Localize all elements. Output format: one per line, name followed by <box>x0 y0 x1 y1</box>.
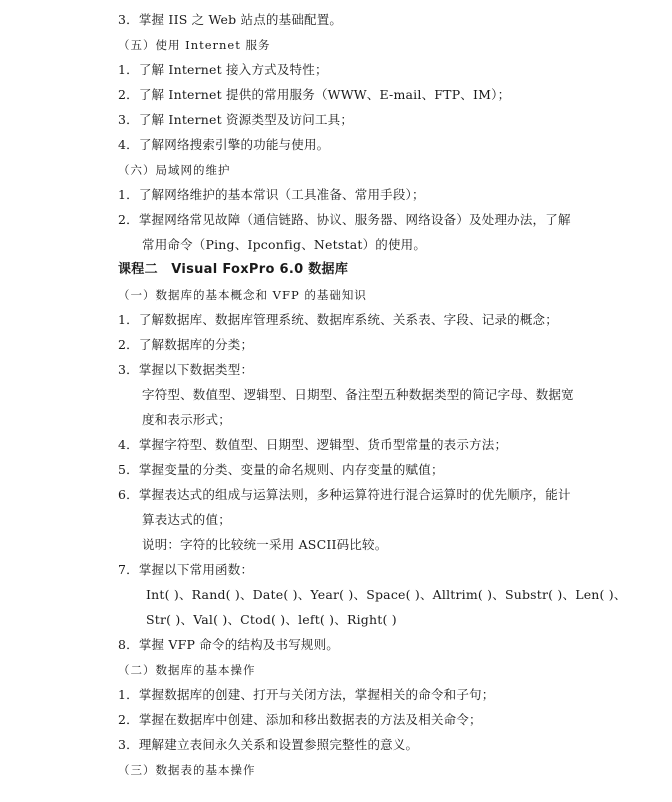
list-item: 3．理解建立表间永久关系和设置参照完整性的意义。 <box>118 737 419 752</box>
function-list: Str( )、Val( )、Ctod( )、left( )、Right( ) <box>146 612 397 627</box>
note-text: 说明：字符的比较统一采用 ASCII码比较。 <box>142 537 388 552</box>
function-list: Int( )、Rand( )、Date( )、Year( )、Space( )、Alltrim( )、Substr( )、Len( )、 <box>146 587 627 602</box>
list-item: 2．掌握在数据库中创建、添加和移出数据表的方法及相关命令； <box>118 712 482 727</box>
list-item: 3．了解 Internet 资源类型及访问工具； <box>118 112 354 127</box>
list-item: 5．掌握变量的分类、变量的命名规则、内存变量的赋值； <box>118 462 444 477</box>
list-item-continuation: 字符型、数值型、逻辑型、日期型、备注型五种数据类型的简记字母、数据宽 <box>142 387 574 402</box>
list-item: 1．了解 Internet 接入方式及特性； <box>118 62 328 77</box>
list-item-continuation: 度和表示形式； <box>142 412 231 427</box>
section-heading: （六）局域网的维护 <box>118 163 231 177</box>
course-heading: 课程二 Visual FoxPro 6.0 数据库 <box>118 262 349 277</box>
list-item: 8．掌握 VFP 命令的结构及书写规则。 <box>118 637 340 652</box>
list-item: 3．掌握以下数据类型： <box>118 362 254 377</box>
list-item: 1．了解网络维护的基本常识（工具准备、常用手段）； <box>118 187 425 202</box>
section-heading: （三）数据表的基本操作 <box>118 763 256 777</box>
list-item-continuation: 算表达式的值； <box>142 512 231 527</box>
list-item: 3．掌握 IIS 之 Web 站点的基础配置。 <box>118 12 343 27</box>
list-item: 1．了解数据库、数据库管理系统、数据库系统、关系表、字段、记录的概念； <box>118 312 558 327</box>
list-item: 2．了解数据库的分类； <box>118 337 254 352</box>
list-item: 2．了解 Internet 提供的常用服务（WWW、E-mail、FTP、IM）； <box>118 87 511 102</box>
list-item: 6．掌握表达式的组成与运算法则，多种运算符进行混合运算时的优先顺序，能计 <box>118 487 571 502</box>
list-item: 4．掌握字符型、数值型、日期型、逻辑型、货币型常量的表示方法； <box>118 437 508 452</box>
section-heading: （一）数据库的基本概念和 VFP 的基础知识 <box>118 288 367 302</box>
list-item: 1．掌握数据库的创建、打开与关闭方法，掌握相关的命令和子句； <box>118 687 495 702</box>
section-heading: （二）数据库的基本操作 <box>118 663 256 677</box>
list-item: 4．了解网络搜索引擎的功能与使用。 <box>118 137 330 152</box>
section-heading: （五）使用 Internet 服务 <box>118 38 271 52</box>
list-item: 7．掌握以下常用函数： <box>118 562 254 577</box>
list-item-continuation: 常用命令（Ping、Ipconfig、Netstat）的使用。 <box>142 237 427 252</box>
list-item: 2．掌握网络常见故障（通信链路、协议、服务器、网络设备）及处理办法，了解 <box>118 212 571 227</box>
